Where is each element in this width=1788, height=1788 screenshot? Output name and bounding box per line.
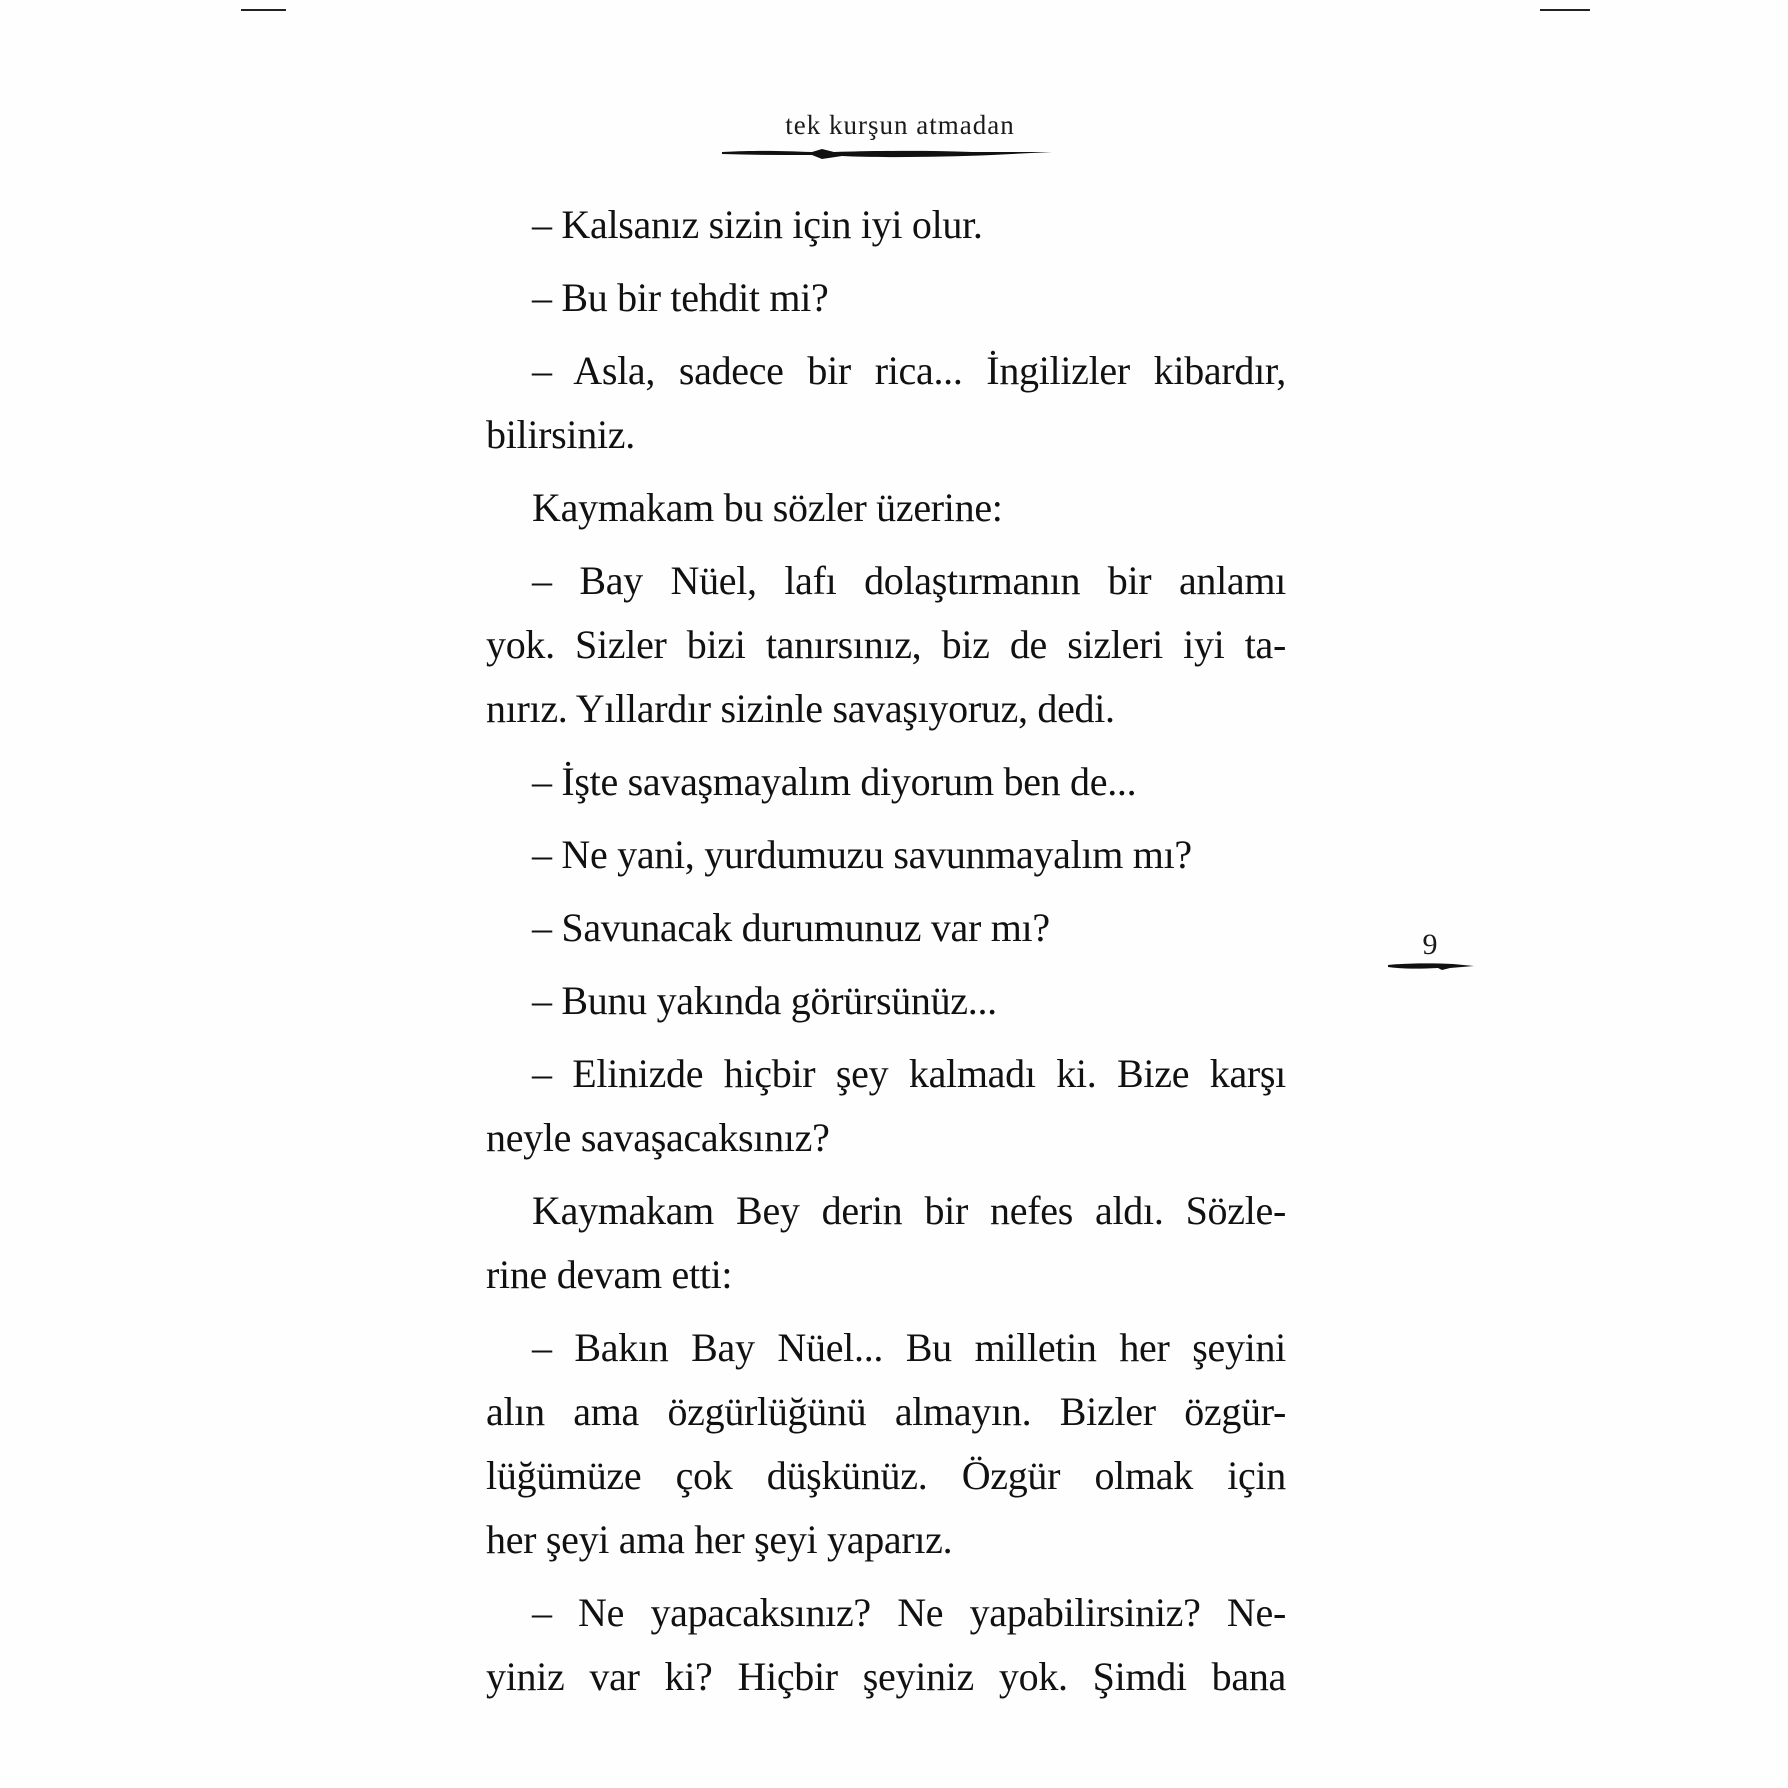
crop-mark-left	[241, 9, 286, 11]
text-line: – Bay Nüel, lafı dolaştırmanın bir anlamı	[532, 558, 1286, 603]
text-line: – Asla, sadece bir rica... İngilizler kibardır,	[532, 348, 1286, 393]
text-line: lüğümüze çok düşkünüz. Özgür olmak için	[486, 1453, 1286, 1498]
text-line: yok. Sizler bizi tanırsınız, biz de sizleri iyi ta-	[486, 622, 1286, 667]
text-line: Kaymakam Bey derin bir nefes aldı. Sözle-	[532, 1188, 1286, 1233]
text-line: – Bakın Bay Nüel... Bu milletin her şeyini	[532, 1325, 1286, 1370]
running-head: tek kurşun atmadan	[785, 110, 1015, 140]
header-brush-stroke	[722, 146, 1052, 160]
text-line: – Bunu yakında görürsünüz...	[532, 978, 997, 1023]
page-number: 9	[1422, 928, 1438, 961]
text-line: rine devam etti:	[486, 1252, 733, 1297]
text-line: – Bu bir tehdit mi?	[532, 275, 829, 320]
text-line: – İşte savaşmayalım diyorum ben de...	[532, 759, 1137, 804]
text-line: yiniz var ki? Hiçbir şeyiniz yok. Şimdi bana	[486, 1654, 1286, 1699]
text-line: Kaymakam bu sözler üzerine:	[532, 485, 1003, 530]
text-line: – Kalsanız sizin için iyi olur.	[532, 202, 983, 247]
text-line: her şeyi ama her şeyi yaparız.	[486, 1517, 953, 1562]
text-line: – Savunacak durumunuz var mı?	[532, 905, 1050, 950]
page-number-brush-stroke	[1388, 960, 1474, 972]
crop-mark-right	[1540, 9, 1590, 11]
text-line: nırız. Yıllardır sizinle savaşıyoruz, dedi.	[486, 686, 1115, 731]
text-line: – Elinizde hiçbir şey kalmadı ki. Bize karşı	[532, 1051, 1286, 1096]
text-line: – Ne yani, yurdumuzu savunmayalım mı?	[532, 832, 1192, 877]
text-line: alın ama özgürlüğünü almayın. Bizler özgür-	[486, 1389, 1286, 1434]
text-line: – Ne yapacaksınız? Ne yapabilirsiniz? Ne-	[532, 1590, 1286, 1635]
text-line: bilirsiniz.	[486, 412, 635, 457]
text-line: neyle savaşacaksınız?	[486, 1115, 830, 1160]
